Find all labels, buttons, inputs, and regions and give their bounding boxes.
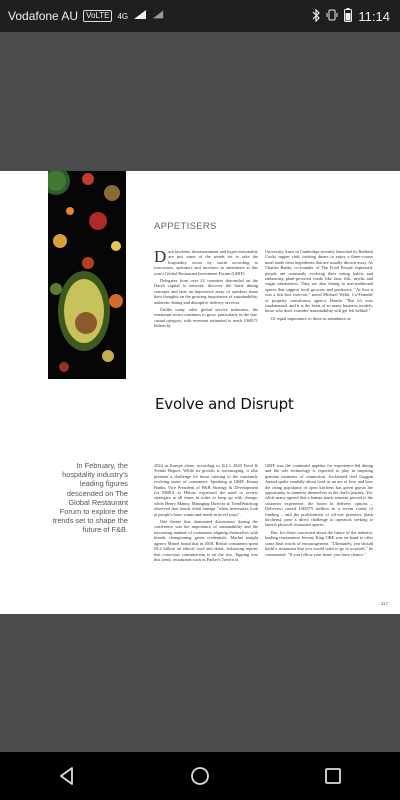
- intro-column-2: [265, 249, 373, 323]
- pull-quote: In February, the hospitality industry's leading figures descended on The Global Restaurant Forum to explore the trends set to shape the future of F&B.: [52, 461, 128, 535]
- body-paragraph: GRIF was the continued appetite for experience-led dining and the role technology is expected to play in inspiring genuine moments of connection. Acclaimed chef Gaggan Anand spoke candidly about food as an act of love and how the rising popularity of open kitchens has given guests the opportunity to immerse themselves in the chef's journey. Yet, while many agreed that a human touch remains pivotal to the customer experience, the boom in delivery options – Deliveroo raised US$575 million in a recent round of funding – and the proliferation of off-site premises (dark kitchens), pose a direct challenge to operators seeking to launch physical restaurant spaces.: [265, 463, 373, 528]
- article-headline: Evolve and Disrupt: [155, 395, 294, 413]
- carrier-label: Vodafone AU: [8, 9, 79, 23]
- intro-column-1: [154, 249, 258, 331]
- document-viewer[interactable]: [0, 32, 400, 752]
- intro-paragraph: Unlike many other global service industries, the restaurant sector continues to grow, particularly in the fast-casual category, with revenues estimated to reach US$571 billion by: [154, 307, 258, 329]
- magazine-page[interactable]: [0, 171, 400, 614]
- bluetooth-icon: [312, 9, 320, 25]
- section-label: APPETISERS: [154, 221, 217, 232]
- intro-paragraph: ark kitchens, dinnertainment and hyper-seasonality are just some of the trends set to take the hospitality sector by storm according to forecasters, operators and investors in attendance at this year's Global Restaurant Investment Forum (GRIF).: [154, 249, 258, 276]
- back-icon: [57, 766, 77, 786]
- body-column-2: [265, 463, 373, 559]
- navigation-bar: [0, 752, 400, 800]
- volte-badge: VoLTE: [83, 10, 112, 22]
- recents-button[interactable]: [303, 756, 363, 796]
- vibrate-icon: [326, 9, 338, 24]
- wifi-signal-icon: [152, 9, 164, 23]
- status-left: [8, 9, 164, 23]
- page-number: 117: [380, 601, 388, 606]
- intro-paragraph: University Arms in Cambridge recently launched its Rubbish Cooks supper club, inviting diners to enjoy a three-course meal made from ingredients that are usually thrown away. As Charles Banks, co-founder of The Food People explained, people are constantly evolving their eating habits and embracing plant-powered foods like faux fish, myths and vegan alternatives. They are also dining in non-traditional spaces that support local growers and producers. "At first it was a tick-box exercise," noted Michael Webb, Co-Founder of property consultancy agency Duntle. "But it's now fundamental, and it is the heart of so many business models; those who don't consider sustainability will get left behind.": [265, 249, 373, 314]
- network-type-label: 4G: [117, 11, 129, 21]
- signal-icon: [133, 9, 147, 23]
- body-column-1: [154, 463, 258, 564]
- body-paragraph: One theme that dominated discussions during the conference was the importance of sustainability and the increasing number of consumers aligning themselves with brands championing green credentials. Market insight agency Mintel found that in 2018, British consumers spent £8.2 billion on ethical food and drink, bolstering reports that conscious consumerism is on the rise. Tapping into this trend, restaurants such as Parker's Tavern at: [154, 519, 258, 562]
- drop-cap: D: [154, 247, 167, 266]
- intro-paragraph: Delegates from over 42 countries descended on the Dutch capital to network, discover the latest dining concepts and hear an impressive array of speakers share their thoughts on the growing importance of sustainability, authentic dining and disruptive delivery services.: [154, 278, 258, 305]
- battery-icon: [344, 8, 352, 25]
- intro-paragraph: Of equal importance to those in attendance at: [271, 315, 351, 321]
- fruit-photo: [48, 171, 126, 379]
- back-button[interactable]: [37, 756, 97, 796]
- home-icon: [190, 766, 210, 786]
- recents-icon: [323, 766, 343, 786]
- status-right: [312, 8, 390, 25]
- status-bar: [0, 0, 400, 32]
- clock: 11:14: [358, 9, 390, 24]
- home-button[interactable]: [170, 756, 230, 796]
- body-paragraph: But, for those concerned about the future of the industry, leading restaurateur Jeremy King OBE was on-hand to offer some final words of encouragement. "Ultimately, you should build a restaurant that you would want to go to yourself," he commented. "If you follow your heart, you have chance.": [265, 529, 373, 557]
- body-paragraph: 2024 in Europe alone, according to JLL's 2020 Food & Trends Report. While its growth is encouraging, it also presents a challenge for those catering to the constantly evolving tastes of consumers. Speaking at GRIF, Emma Banks, Vice President of F&B Strategy & Development for EMEA at Hilton, expressed the need to review strategies at all times in order to keep up with change, while Henry Manny, Managing Director at TrendWatching observed that trends often emerge "when innovators look at people's basic wants and needs in novel ways".: [154, 463, 258, 517]
